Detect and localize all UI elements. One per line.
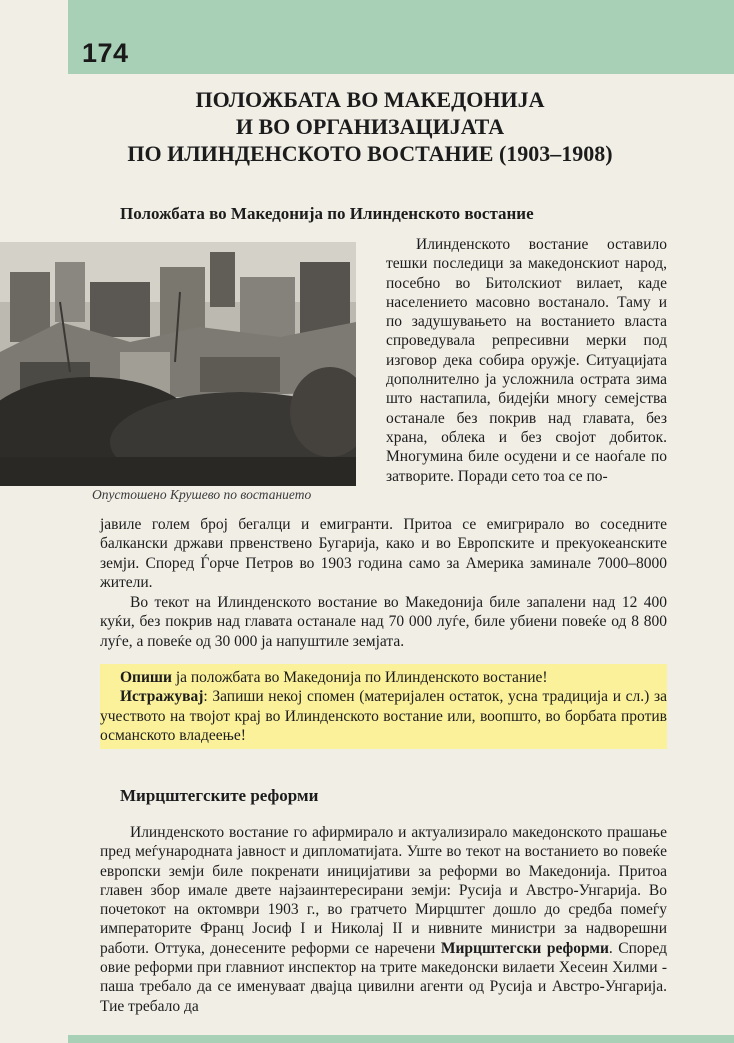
task-research <box>100 687 667 745</box>
title-line: И ВО ОРГАНИЗАЦИЈАТА <box>235 114 505 139</box>
task-describe <box>100 668 667 687</box>
reforms-text-end: . Според овие реформи при главниот инспектор на трите македонски вилаети Хесеин Хилми - паша требало да се именуваат двајца цивилни агенти од Русија и Австро-Унгарија. Тие требало да <box>100 939 667 1015</box>
reforms-term: Мирцштегски реформи <box>440 939 609 957</box>
photo-krushevo <box>0 242 356 486</box>
header-band <box>68 0 734 74</box>
photo-caption: Опустошено Крушево по востанието <box>92 487 312 502</box>
paragraph-statistics: Во текот на Илинденското востание во Македонија биле запалени над 12 400 куќи, без покрив над главата останале над 70 000 луѓе, биле убиени повеќе од 8 800 луѓе, а повеќе од 30 000 ја напуштиле земјата. <box>100 594 667 650</box>
continued-paragraph: јавиле голем број бегалци и емигранти. Притоа се емигрирало во соседните балкански држави првенствено Бугарија, како и во Европските и прекуокеанските земји. Според Ѓорче Петров во 1903 година само за Америка заминале 7000–8000 жители. <box>100 516 667 591</box>
research-label: Истражувај <box>120 688 204 706</box>
research-text: : Запиши некој спомен (материјален остаток, усна традиција и сл.) за учеството на твојот крај во Илинденското востание или, воопшто, во борбата против османското владеење! <box>100 688 667 744</box>
section-heading-reforms: Мирцштегските реформи <box>120 786 319 805</box>
footer-band <box>68 1035 734 1043</box>
describe-label: Опиши <box>120 669 172 686</box>
reforms-text-start: Илинденското востание го афирмирало и актуализирало македонското прашање пред меѓународната јавност и дипломатијата. Уште во текот на востанието во повеќе европски земји биле покренати иницијативи за реформи во Македонија. Притоа главен збор имале двете најзаинтересирани земји: Русија и Австро-Унгарија. Во почетокот на октомври 1903 г., во гратчето Мирцштег дошло до средба помеѓу императорите Франц Јосиф I и Николај II и нивните министри за надворешни работи. Оттука, донесените реформи се наречени <box>100 824 667 957</box>
page-number: 174 <box>82 38 129 68</box>
describe-text: ја положбата во Македонија по Илинденското востание! <box>171 669 548 686</box>
section-heading: Положбата во Македонија по Илинденското востание <box>120 204 534 223</box>
title-line: ПОЛОЖБАТА ВО МАКЕДОНИЈА <box>195 87 545 112</box>
wrap-paragraph: Илинденското востание оставило тешки последици за македонскиот народ, посебно во Битолскиот вилает, каде населението масовно востанало. Таму и по задушувањето на востанието власта спроведувала репресивни мерки под изговор дека собира оружје. Ситуацијата дополнително ја усложнила острата зима што настапила, бидејќи многу семејства останале без покрив над главата, без храна, облека и без својот добиток. Многумина биле осудени и се наоѓале по затворите. Поради сето тоа се по- <box>386 236 667 485</box>
title-line: ПО ИЛИНДЕНСКОТО ВОСТАНИЕ (1903–1908) <box>127 141 613 166</box>
task-box <box>100 664 667 749</box>
chapter-title <box>70 86 670 167</box>
reforms-paragraph <box>100 823 667 1016</box>
